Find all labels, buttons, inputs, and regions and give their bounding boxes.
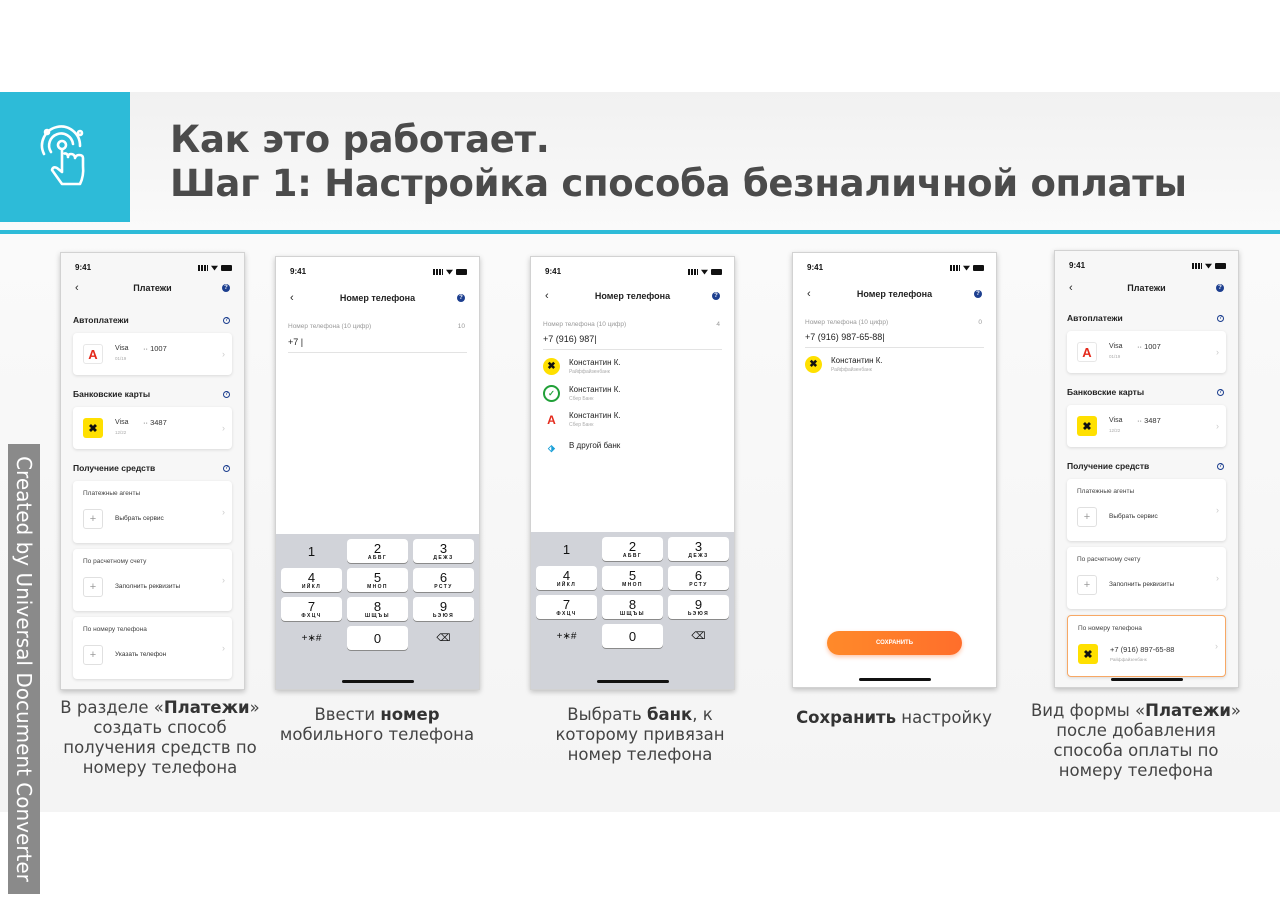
- alfa-bank-logo-icon: А: [1077, 342, 1097, 362]
- status-bar: [290, 267, 467, 276]
- key-letters: АБВГ: [622, 552, 643, 559]
- card-sub: 12/22: [1109, 428, 1121, 433]
- status-time: 9:41: [1069, 261, 1086, 270]
- key-symbols[interactable]: +∗#: [301, 632, 322, 644]
- watermark-text: Created by Universal Document Converter: [12, 456, 36, 882]
- accent-divider: [0, 230, 1280, 234]
- key-6[interactable]: [668, 566, 729, 590]
- battery-icon: [221, 265, 232, 271]
- bank-name: Райффайзенбанк: [831, 367, 872, 373]
- caption-text: В разделе «: [60, 698, 164, 717]
- key-8[interactable]: [347, 597, 408, 621]
- phone-value: +7 (916) 897-65-88: [1110, 645, 1175, 654]
- group-label: По расчетному счету: [1077, 556, 1141, 563]
- status-time: 9:41: [290, 267, 307, 276]
- card-brand: Visa: [1109, 417, 1123, 424]
- logo-box: [0, 92, 130, 222]
- key-letters: ФХЦЧ: [556, 610, 577, 617]
- action-label: Заполнить реквизиты: [115, 583, 181, 590]
- key-3[interactable]: [413, 539, 474, 563]
- signal-icon: [688, 269, 698, 275]
- caption-bold: номер: [380, 705, 440, 724]
- caption-text: настройку: [896, 708, 992, 727]
- key-letters: РСТУ: [434, 583, 453, 590]
- battery-icon: [711, 269, 722, 275]
- chevron-right-icon: ›: [1216, 347, 1219, 357]
- home-indicator: [859, 678, 931, 681]
- action-label: Выбрать сервис: [115, 515, 164, 522]
- plus-icon: +: [83, 509, 103, 529]
- key-digit: 3: [694, 538, 703, 554]
- phone-choose-bank: [530, 256, 735, 690]
- numeric-keypad: [276, 534, 479, 689]
- section-title: Банковские карты: [73, 389, 151, 399]
- key-letters: МНОП: [622, 581, 643, 588]
- status-bar: [807, 263, 984, 272]
- key-digit: 7: [562, 596, 571, 612]
- backspace-icon[interactable]: ⌫: [436, 632, 451, 644]
- nav-header: [793, 289, 996, 299]
- chevron-right-icon: ›: [222, 423, 225, 433]
- section-autopay: [73, 315, 230, 325]
- wifi-icon: [211, 265, 218, 271]
- bank-name: Райффайзенбанк: [1110, 657, 1147, 662]
- caption-bold: банк: [646, 705, 693, 724]
- plus-icon: +: [83, 645, 103, 665]
- key-5[interactable]: [347, 568, 408, 592]
- header-title: Номер телефона: [856, 289, 933, 299]
- back-arrow-icon[interactable]: ‹: [545, 290, 549, 302]
- card-sub: 12/22: [115, 430, 127, 435]
- autopay-card[interactable]: [1067, 331, 1226, 373]
- key-letters: РСТУ: [689, 581, 708, 588]
- action-label: Выбрать сервис: [1109, 513, 1158, 520]
- key-6[interactable]: [413, 568, 474, 592]
- section-title: Получение средств: [73, 463, 156, 473]
- raiffeisen-logo-icon: ✖: [805, 356, 822, 373]
- bank-card[interactable]: [1067, 405, 1226, 447]
- signal-icon: [433, 269, 443, 275]
- section-title: Банковские карты: [1067, 387, 1145, 397]
- card-sub: 01/19: [1109, 354, 1121, 359]
- key-digit: 6: [439, 569, 448, 585]
- phone-number-input[interactable]: +7 (916) 987|: [543, 334, 597, 344]
- field-counter: 4: [716, 321, 720, 328]
- section-receive: [73, 463, 230, 473]
- header-title: Номер телефона: [339, 293, 416, 303]
- phone-number-card-highlighted[interactable]: [1067, 615, 1226, 677]
- chevron-right-icon: ›: [1216, 505, 1219, 515]
- caption-text: » после добавления способа оплаты по номеру телефона: [1053, 701, 1242, 780]
- raiffeisen-logo-icon: ✖: [83, 418, 103, 438]
- nav-header: [61, 283, 244, 293]
- battery-icon: [973, 265, 984, 271]
- save-button[interactable]: СОХРАНИТЬ: [827, 631, 962, 655]
- info-icon[interactable]: ?: [1218, 463, 1223, 469]
- caption-step-3: [540, 705, 740, 765]
- signal-icon: [198, 265, 208, 271]
- back-arrow-icon[interactable]: ‹: [75, 282, 79, 294]
- bank-name: Райффайзенбанк: [569, 369, 610, 375]
- card-number: ·· 3487: [1137, 416, 1161, 425]
- card-number: ·· 1007: [143, 344, 167, 353]
- plus-icon: +: [83, 577, 103, 597]
- action-label: Указать телефон: [115, 651, 167, 658]
- phone-payments-initial: [60, 252, 245, 690]
- section-receive: [1067, 461, 1224, 471]
- recipient-name: Константин К.: [569, 385, 621, 394]
- key-letters: ЬЭЮЯ: [687, 610, 710, 617]
- bank-option-sber[interactable]: [543, 382, 722, 406]
- card-brand: Visa: [1109, 343, 1123, 350]
- chevron-right-icon: ›: [1216, 573, 1219, 583]
- bank-name: Сбер Банк: [569, 396, 594, 402]
- key-letters: МНОП: [367, 583, 388, 590]
- account-card[interactable]: [1067, 547, 1226, 609]
- key-3[interactable]: [668, 537, 729, 561]
- raiffeisen-logo-icon: ✖: [1077, 416, 1097, 436]
- header-title: Платежи: [1127, 283, 1166, 293]
- key-2[interactable]: [347, 539, 408, 563]
- status-time: 9:41: [807, 263, 824, 272]
- title-line-2: Шаг 1: Настройка способа безналичной оплаты: [170, 162, 1187, 205]
- bank-option-raiffeisen[interactable]: [543, 355, 722, 379]
- key-digit: 9: [694, 596, 703, 612]
- header-title: Платежи: [133, 283, 172, 293]
- key-9[interactable]: [413, 597, 474, 621]
- signal-icon: [950, 265, 960, 271]
- caption-text: , к которому привязан номер телефона: [555, 705, 725, 764]
- key-letters: ЬЭЮЯ: [432, 612, 455, 619]
- chevron-right-icon: ›: [222, 507, 225, 517]
- page-title: [170, 118, 1187, 206]
- phone-number-input[interactable]: +7 (916) 987-65-88|: [805, 332, 885, 342]
- group-label: По номеру телефона: [83, 626, 147, 633]
- battery-icon: [1215, 263, 1226, 269]
- sber-logo-icon: ✓: [543, 385, 560, 402]
- key-digit: 4: [562, 567, 571, 583]
- key-digit: 0: [628, 628, 637, 644]
- caption-step-5: [1022, 701, 1250, 781]
- key-8[interactable]: [602, 595, 663, 619]
- nav-header: [276, 293, 479, 303]
- field-underline: [288, 352, 467, 353]
- field-underline: [805, 347, 984, 348]
- chevron-right-icon: ›: [222, 575, 225, 585]
- field-counter: 0: [978, 319, 982, 326]
- help-icon[interactable]: ?: [712, 292, 720, 300]
- key-digit: 0: [373, 630, 382, 646]
- wifi-icon: [701, 269, 708, 275]
- phone-number-input[interactable]: +7 |: [288, 337, 304, 347]
- key-digit: 6: [694, 567, 703, 583]
- key-digit: 8: [373, 598, 382, 614]
- status-bar: [1069, 261, 1226, 270]
- agents-card[interactable]: [73, 481, 232, 543]
- caption-text: мобильного телефона: [279, 725, 475, 744]
- title-line-1: Как это работает.: [170, 118, 550, 161]
- section-autopay: [1067, 313, 1224, 323]
- caption-bold: Сохранить: [796, 708, 897, 727]
- home-indicator: [1111, 678, 1183, 681]
- info-icon[interactable]: ?: [224, 391, 229, 397]
- bank-card[interactable]: [73, 407, 232, 449]
- help-icon[interactable]: ?: [457, 294, 465, 302]
- help-icon[interactable]: ?: [974, 290, 982, 298]
- card-number: ·· 1007: [1137, 342, 1161, 351]
- field-label: Номер телефона (10 цифр): [543, 321, 627, 328]
- group-label: По номеру телефона: [1078, 625, 1142, 632]
- key-digit: 2: [373, 540, 382, 556]
- section-cards: [1067, 387, 1224, 397]
- section-title: Получение средств: [1067, 461, 1150, 471]
- account-card[interactable]: [73, 549, 232, 611]
- help-icon[interactable]: ?: [222, 284, 230, 292]
- group-label: Платежные агенты: [83, 490, 141, 497]
- card-number: ·· 3487: [143, 418, 167, 427]
- key-digit: 7: [307, 598, 316, 614]
- status-time: 9:41: [545, 267, 562, 276]
- chevron-right-icon: ›: [1216, 421, 1219, 431]
- card-brand: Visa: [115, 345, 129, 352]
- caption-step-2: [268, 705, 486, 745]
- key-digit: 8: [628, 596, 637, 612]
- selected-bank-raiffeisen[interactable]: [805, 353, 984, 377]
- alfa-bank-logo-icon: А: [83, 344, 103, 364]
- key-7[interactable]: [281, 597, 342, 621]
- key-letters: ШЩЪЫ: [620, 610, 645, 617]
- alfa-bank-logo-icon: А: [543, 411, 560, 428]
- phone-number-card[interactable]: [73, 617, 232, 679]
- chevron-right-icon: ›: [222, 643, 225, 653]
- nav-header: [531, 291, 734, 301]
- wifi-icon: [446, 269, 453, 275]
- phone-enter-number: [275, 256, 480, 690]
- header-title: Номер телефона: [594, 291, 671, 301]
- key-digit: 4: [307, 569, 316, 585]
- raiffeisen-logo-icon: ✖: [1078, 644, 1098, 664]
- field-counter: 10: [457, 323, 465, 330]
- status-bar: [545, 267, 722, 276]
- bank-name: Сбер Банк: [569, 422, 594, 428]
- home-indicator: [597, 680, 669, 683]
- key-letters: ШЩЪЫ: [365, 612, 390, 619]
- key-digit: 3: [439, 540, 448, 556]
- caption-bold: Платежи: [1145, 701, 1231, 720]
- chevron-right-icon: ›: [222, 349, 225, 359]
- key-5[interactable]: [602, 566, 663, 590]
- key-digit: 1: [307, 543, 316, 559]
- caption-text: Выбрать: [567, 705, 647, 724]
- back-arrow-icon[interactable]: ‹: [290, 292, 294, 304]
- chevron-right-icon: ›: [1215, 641, 1218, 651]
- wifi-icon: [963, 265, 970, 271]
- plus-icon: +: [1077, 575, 1097, 595]
- caption-text: Ввести: [314, 705, 381, 724]
- sbp-logo-icon: ⬗: [543, 440, 560, 457]
- key-9[interactable]: [668, 595, 729, 619]
- section-title: Автоплатежи: [1067, 313, 1123, 323]
- info-icon[interactable]: ?: [1218, 315, 1223, 321]
- caption-text: Вид формы «: [1030, 701, 1146, 720]
- key-digit: 2: [628, 538, 637, 554]
- caption-step-4: [780, 708, 1008, 728]
- agents-card[interactable]: [1067, 479, 1226, 541]
- field-underline: [543, 349, 722, 350]
- battery-icon: [456, 269, 467, 275]
- card-brand: Visa: [115, 419, 129, 426]
- key-letters: ИЙКЛ: [301, 583, 322, 590]
- back-arrow-icon[interactable]: ‹: [1069, 282, 1073, 294]
- caption-bold: Платежи: [163, 698, 250, 717]
- key-7[interactable]: [536, 595, 597, 619]
- field-label: Номер телефона (10 цифр): [805, 319, 889, 326]
- status-time: 9:41: [75, 263, 92, 272]
- key-digit: 5: [628, 567, 637, 583]
- key-letters: ДЕЖЗ: [433, 554, 454, 561]
- key-digit: 5: [373, 569, 382, 585]
- bank-option-other[interactable]: [543, 437, 722, 461]
- section-cards: [73, 389, 230, 399]
- key-1[interactable]: [281, 539, 342, 563]
- phone-save: [792, 252, 997, 688]
- section-title: Автоплатежи: [73, 315, 129, 325]
- key-4[interactable]: [281, 568, 342, 592]
- key-letters: ФХЦЧ: [301, 612, 322, 619]
- nav-header: [1055, 283, 1238, 293]
- autopay-card[interactable]: [73, 333, 232, 375]
- wifi-icon: [1205, 263, 1212, 269]
- info-icon[interactable]: ?: [224, 465, 229, 471]
- key-letters: АБВГ: [367, 554, 388, 561]
- card-sub: 01/19: [115, 356, 127, 361]
- status-bar: [75, 263, 232, 272]
- phone-payments-result: [1054, 250, 1239, 688]
- caption-text: » создать способ получения средств по номеру телефона: [63, 698, 260, 777]
- home-indicator: [342, 680, 414, 683]
- group-label: Платежные агенты: [1077, 488, 1135, 495]
- group-label: По расчетному счету: [83, 558, 147, 565]
- recipient-name: Константин К.: [569, 411, 621, 420]
- key-0[interactable]: [347, 626, 408, 650]
- action-label: Заполнить реквизиты: [1109, 581, 1175, 588]
- numeric-keypad: [531, 532, 734, 689]
- plus-icon: +: [1077, 507, 1097, 527]
- key-0[interactable]: [602, 624, 663, 648]
- info-icon[interactable]: ?: [224, 317, 229, 323]
- key-4[interactable]: [536, 566, 597, 590]
- key-digit: 1: [562, 541, 571, 557]
- signal-icon: [1192, 263, 1202, 269]
- other-bank-label: В другой банк: [569, 441, 621, 450]
- backspace-icon[interactable]: ⌫: [691, 630, 706, 642]
- key-letters: ДЕЖЗ: [688, 552, 709, 559]
- recipient-name: Константин К.: [569, 358, 621, 367]
- bank-option-alfa[interactable]: [543, 408, 722, 432]
- key-letters: ИЙКЛ: [556, 581, 577, 588]
- raiffeisen-logo-icon: ✖: [543, 358, 560, 375]
- key-digit: 9: [439, 598, 448, 614]
- key-2[interactable]: [602, 537, 663, 561]
- caption-step-1: [52, 698, 268, 778]
- touch-icon: [35, 124, 95, 190]
- watermark: [8, 444, 40, 894]
- info-icon[interactable]: ?: [1218, 389, 1223, 395]
- help-icon[interactable]: ?: [1216, 284, 1224, 292]
- key-symbols[interactable]: +∗#: [556, 630, 577, 642]
- recipient-name: Константин К.: [831, 356, 883, 365]
- field-label: Номер телефона (10 цифр): [288, 323, 372, 330]
- key-1[interactable]: [536, 537, 597, 561]
- back-arrow-icon[interactable]: ‹: [807, 288, 811, 300]
